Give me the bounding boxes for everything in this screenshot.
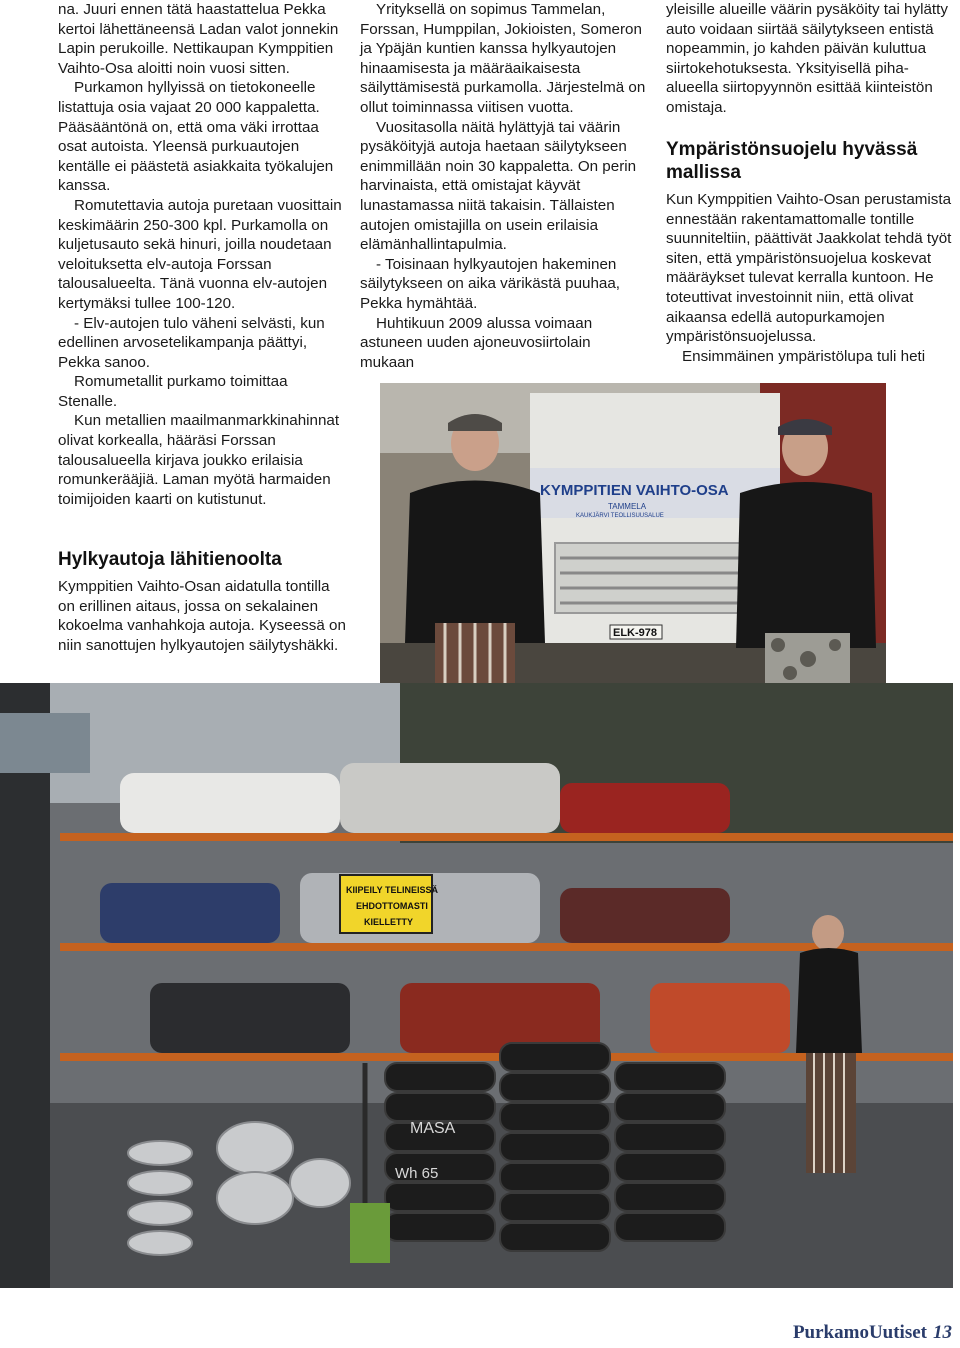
photo-scrapyard: [0, 683, 953, 1288]
photo-scrapyard-image: [0, 683, 953, 1288]
paragraph: Kun metallien maailmanmarkkinahinnat olivat korkealla, hääräsi Forssan talousalueella kirjava joukko erilaisia romunkerääjiä. Laman myötä harmaiden toimijoiden kaarti on kutistunut.: [58, 412, 340, 508]
paragraph: Huhtikuun 2009 alussa voimaan astuneen uuden ajoneuvosiirtolain mukaan: [360, 314, 593, 371]
column-3: [666, 0, 954, 118]
column-2: [360, 0, 648, 372]
photo-owners-truck: [380, 383, 886, 683]
paragraph: Kymppitien Vaihto-Osan aidatulla tontilla on erillinen aitaus, jossa on sekalainen kokoelma vanhahkoja autoja. Kyseessä on niin sanottujen hylkyautojen säilytyshäkki.: [58, 578, 346, 654]
paragraph: - Toisinaan hylkyautojen hakeminen säilytykseen on aika värikästä puuhaa, Pekka hymähtää.: [360, 255, 621, 312]
tire-text-2: Wh 65: [395, 1165, 439, 1182]
paragraph: na. Juuri ennen tätä haastattelua Pekka kertoi lähettäneensä Ladan valot jonnekin Lapin perukoille. Nettikaupan Kymppitien Vaihto-Osa aloitti noin vuosi sitten.: [58, 1, 339, 77]
page-number: 13: [933, 1322, 952, 1343]
sign-line2: EHDOTTOMASTI: [356, 901, 428, 911]
paragraph: Romutettavia autoja puretaan vuosittain keskimäärin 250-300 kpl. Purkamolla on kuljetusauto sekä hinuri, joilla noudetaan veloituksetta elv-autoja Forssan talousalueelta. Tänä vuonna elv-autojen kertymäksi tullee 100-120.: [58, 196, 342, 312]
paragraph: Purkamon hyllyissä on tietokoneelle listattuja osia vajaat 20 000 kappaletta. Pääsääntönä on, että oma väki irrottaa osat autoista. Yleensä purkuautojen kentälle ei päästetä asiakkaita työkalujen kanssa.: [58, 79, 334, 195]
publication-name: PurkamoUutiset: [792, 1322, 927, 1343]
photo-owners-truck-image: [380, 383, 886, 683]
subheading: Ympäristönsuojelu hyvässä mallissa: [666, 139, 918, 183]
column-1: [58, 0, 346, 509]
sign-line3: KIELLETTY: [364, 917, 413, 927]
page-footer: [793, 1322, 952, 1344]
tire-text-1: MASA: [410, 1120, 456, 1137]
column-3-section: [666, 190, 954, 366]
paragraph: Kun Kymppitien Vaihto-Osan perustamista ennestään rakentamattomalle tontille suunniteltiin, päättivät Jaakkolat tehdä työt siten, että ympäristönsuojelua koskevat määräykset tulevat kerralla kuntoon. He toteuttivat investoinnit niin, että olivat aikaansa edellä autopurkamojen ympäristönsuojelussa.: [666, 191, 952, 346]
paragraph: yleisille alueille väärin pysäköity tai hylätty auto voidaan siirtää säilytykseen entistä nopeammin, jo kahden päivän kuluttua siirtokehotuksesta. Yksityisellä piha-alueella siirtopyynnön esittää kiinteistön omistaja.: [666, 1, 948, 116]
truck-sign-text: KYMPPITIEN VAIHTO-OSA: [540, 482, 729, 499]
sign-line1: KIIPEILY TELINEISSÄ: [346, 885, 439, 895]
paragraph: Ensimmäinen ympäristölupa tuli heti: [682, 347, 926, 365]
truck-sign-line3: KAUKJÄRVI TEOLLISUUSALUE: [576, 513, 664, 519]
license-plate: ELK-978: [613, 627, 658, 639]
subheading: Hylkyautoja lähitienoolta: [58, 549, 282, 570]
truck-sign-line2: TAMMELA: [608, 502, 647, 511]
column-1-section: [58, 548, 348, 655]
paragraph: Vuositasolla näitä hylättyjä tai väärin pysäköityjä autoja haetaan säilytykseen enimmillään noin 30 kappaletta. On perin harvinaista, että omistajat käyvät lunastamassa niitä takaisin. Tällaisten autojen omistajilla on usein erilaisia elämänhallintapulmia.: [360, 118, 637, 254]
paragraph: Yrityksellä on sopimus Tammelan, Forssan, Humppilan, Jokioisten, Someron ja Ypäjän kuntien kanssa hylkyautojen hinaamisesta ja määräaikaisesta säilyttämisestä purkamolla. Järjestelmä on ollut toiminnassa viitisen vuotta.: [360, 1, 646, 116]
paragraph: - Elv-autojen tulo väheni selvästi, kun edellinen arvosetelikampanja päättyi, Pekka sanoo.: [58, 314, 325, 371]
paragraph: Romumetallit purkamo toimittaa Stenalle.: [58, 373, 288, 410]
